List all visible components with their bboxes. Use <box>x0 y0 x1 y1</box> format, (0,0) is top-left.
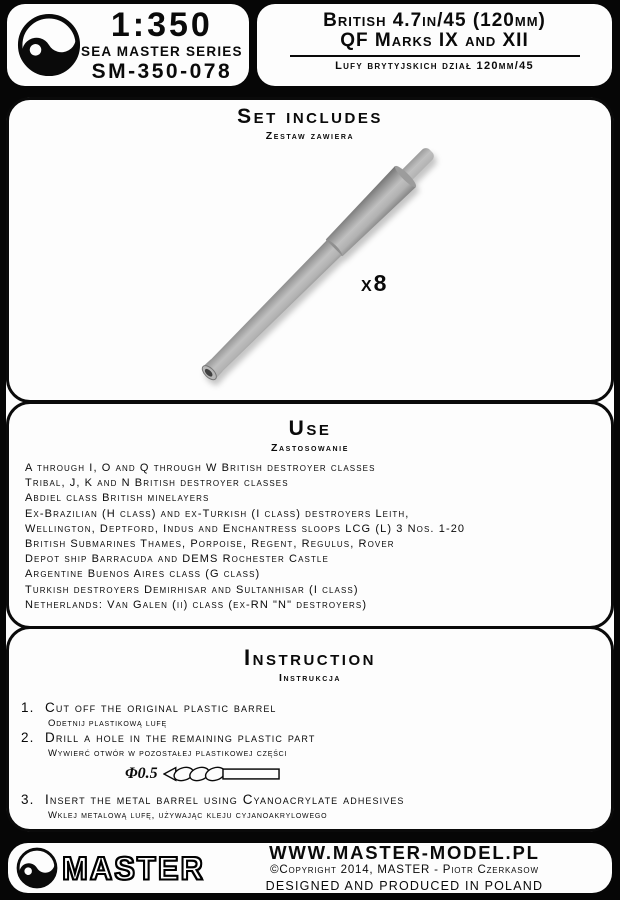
barrel-render <box>9 100 617 406</box>
header-brand-box <box>7 4 249 86</box>
drill-diameter-label: Φ0.5 <box>125 765 158 782</box>
origin-line: DESIGNED AND PRODUCED IN POLAND <box>265 878 544 893</box>
section-use <box>6 401 614 629</box>
set-includes-heading-pl: Zestaw zawiera <box>265 130 355 142</box>
step-number: 1. <box>21 700 35 715</box>
instruction-step-3 <box>21 793 605 820</box>
use-line: Netherlands: Van Galen (ii) class (ex-RN "N" destroyers) <box>25 598 368 611</box>
use-line: A through I, O and Q through W British destroyer classes <box>25 462 376 474</box>
series-label: SEA MASTER SERIES <box>81 44 243 60</box>
instruction-heading: Instruction <box>244 645 376 670</box>
drill-diagram <box>125 763 281 785</box>
footer <box>8 843 612 893</box>
main-panel <box>6 97 614 832</box>
scale-label: 1:350 <box>110 6 213 45</box>
step-text-en: Cut off the original plastic barrel <box>45 700 277 715</box>
quantity-label: x8 <box>361 270 389 296</box>
step-text-pl: Wywierć otwór w pozostałej plastikowej części <box>48 747 288 759</box>
step-text-en: Insert the metal barrel using Cyanoacrylate adhesives <box>45 792 405 807</box>
header-title-box <box>257 4 612 86</box>
use-list <box>25 461 603 613</box>
use-line: Turkish destroyers Demirhisar and Sultanhisar (I class) <box>25 583 359 596</box>
use-line: Tribal, J, K and N British destroyer classes <box>25 477 289 490</box>
instruction-heading-pl: Instrukcja <box>278 672 342 684</box>
section-set-includes <box>6 97 614 403</box>
product-code: SM-350-078 <box>91 59 233 83</box>
instruction-step-1 <box>21 701 605 728</box>
instruction-step-2 <box>21 731 605 758</box>
master-swirl-logo-icon <box>16 847 58 889</box>
use-line: Ex-Brazilian (H class) and ex-Turkish (I class) destroyers Leith, <box>25 507 410 520</box>
use-line: Depot ship Barracuda and DEMS Rochester Castle <box>25 553 329 566</box>
step-text-pl: Odetnij plastikową lufę <box>48 717 167 729</box>
use-line: Argentine Buenos Aires class (G class) <box>25 568 261 581</box>
product-subtitle-pl: Lufy brytyjskich dział 120mm/45 <box>335 60 534 72</box>
step-number: 2. <box>21 730 35 745</box>
step-text-pl: Wklej metalową lufę, używając kleju cyjanoakrylowego <box>48 809 328 821</box>
brand-wordmark: MASTER <box>62 849 205 887</box>
product-title-line1: British 4.7in/45 (120mm) <box>323 10 546 31</box>
section-instruction <box>6 626 614 832</box>
website-url: WWW.MASTER-MODEL.PL <box>269 841 540 863</box>
set-includes-heading: Set includes <box>237 105 383 128</box>
step-text-en: Drill a hole in the remaining plastic part <box>45 730 316 745</box>
use-line: British Submarines Thames, Porpoise, Regent, Regulus, Rover <box>25 538 395 551</box>
step-number: 3. <box>21 792 35 807</box>
product-title-line2: QF Marks IX and XII <box>340 30 529 51</box>
use-heading-pl: Zastosowanie <box>271 442 349 454</box>
drill-bit-icon <box>163 763 281 785</box>
copyright-line: ©Copyright 2014, MASTER - Piotr Czerkasow <box>270 864 539 877</box>
use-heading: Use <box>288 417 332 440</box>
use-line: Wellington, Deptford, Indus and Enchantress sloops LCG (L) 3 Nos. 1-20 <box>25 522 466 535</box>
title-divider <box>290 55 580 57</box>
use-line: Abdiel class British minelayers <box>25 492 210 505</box>
master-swirl-logo-icon <box>17 13 81 77</box>
